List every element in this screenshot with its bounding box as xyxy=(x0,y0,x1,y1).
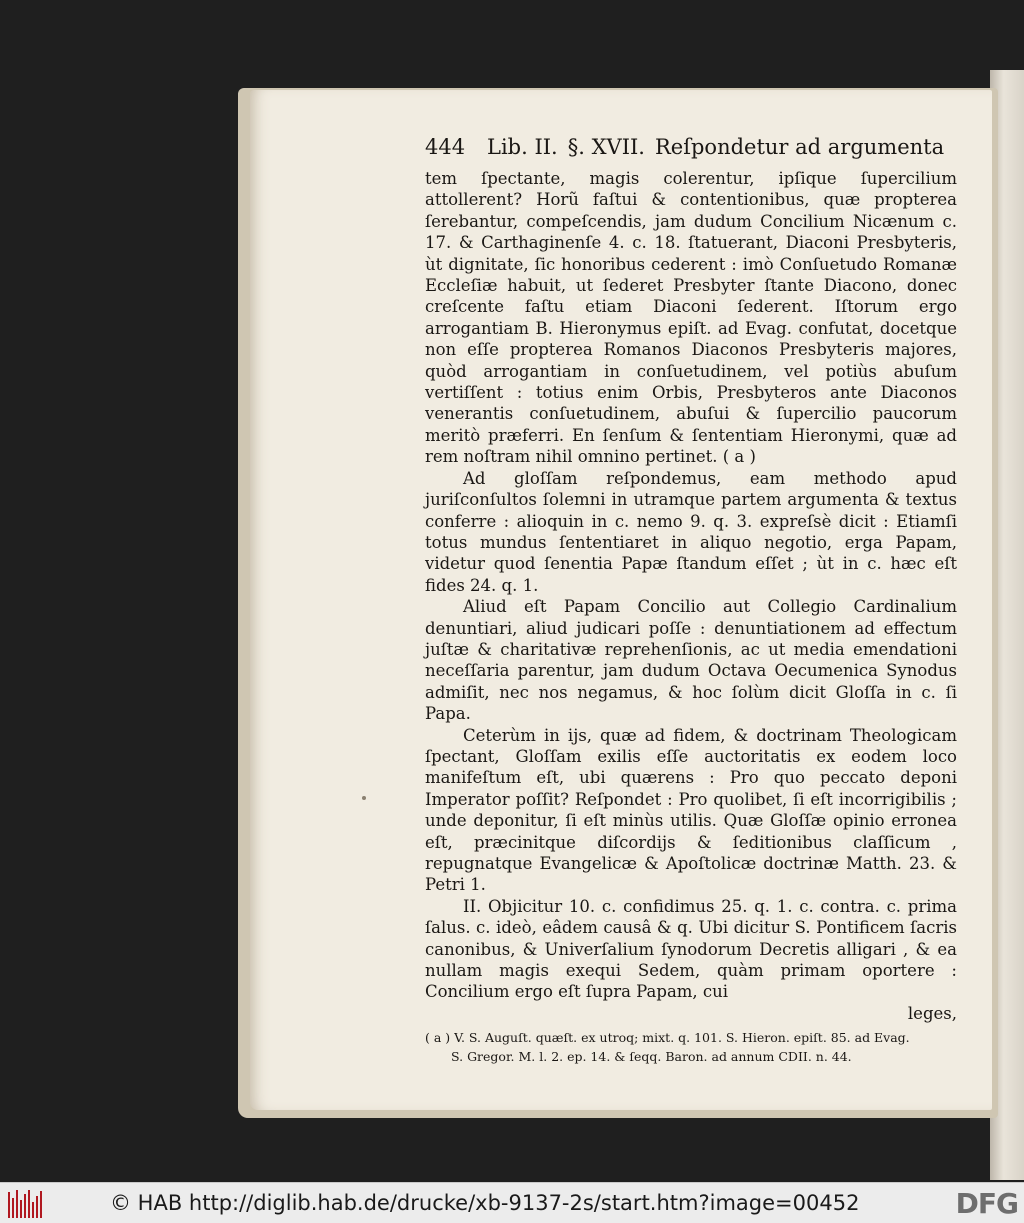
page-content xyxy=(425,132,957,1066)
catchword: leges, xyxy=(907,1003,957,1023)
dfg-logo[interactable]: DFG xyxy=(955,1187,1018,1220)
section-label: §. XVII. xyxy=(567,135,645,159)
running-header xyxy=(425,132,957,162)
credit-link[interactable]: © HAB http://diglib.hab.de/drucke/xb-9137-2s/start.htm?image=00452 xyxy=(110,1191,860,1215)
paragraph-5: II. Objicitur 10. c. confidimus 25. q. 1. c. contra. c. prima ſalus. c. ideò, eâdem causâ & q. Ubi dicitur S. Pontificem ſacris canonibus, & Univerſalium ſynodorum Decretis alligari , & ea nullam magis exequi Sedem, quàm primam oportere : Concilium ergo eſt ſupra Papam, cui xyxy=(425,896,957,1002)
book-label: Lib. II. xyxy=(487,135,558,159)
paragraph-3: Aliud eſt Papam Concilio aut Collegio Cardinalium denuntiari, aliud judicari poſſe : denuntiationem ad effectum juſtæ & charitativæ reprehenſionis, ac ut media emendationi neceſſaria parentur, jam dudum Octava Oecumenica Synodus admiſit, nec nos negamus, & hoc ſolùm dicit Gloſſa in c. ſi Papa. xyxy=(425,597,957,724)
hab-barcode-logo-icon[interactable] xyxy=(8,1188,46,1218)
paragraph-2: Ad gloſſam reſpondemus, eam methodo apud juriſconſultos ſolemni in utramque partem argumenta & textus conferre : alioquin in c. nemo 9. q. 3. expreſsè dicit : Etiamſi totus mundus ſententiaret in aliquo negotio, erga Papam, videtur quod ſenentia Papæ ſtandum eſſet ; ùt in c. hæc eſt fides 24. q. 1. xyxy=(425,468,957,595)
paragraph-4: Ceterùm in ijs, quæ ad fidem, & doctrinam Theologicam ſpectant, Gloſſam exilis eſſe auctoritatis ex eodem loco manifeſtum eſt, ubi quærens : Pro quo peccato deponi Imperator poſſit? Reſpondet : Pro quolibet, ſi eſt incorrigibilis ; unde deponitur, ſi eſt minùs utilis. Quæ Gloſſæ opinio erronea eſt, præcinitque diſcordijs & ſeditionibus claſſicum , repugnatque Evangelicæ & Apoſtolicæ doctrinæ Matth. 23. & Petri 1. xyxy=(425,725,957,895)
book-page xyxy=(250,90,992,1110)
running-title: Reſpondetur ad argumenta xyxy=(654,135,945,159)
page-number: 444 xyxy=(425,135,466,159)
body-text xyxy=(425,168,957,1024)
footnote-line-1: ( a ) V. S. Auguſt. quæſt. ex utroq; mixt. q. 101. S. Hieron. epiſt. 85. ad Evag. xyxy=(425,1030,910,1046)
paper-spot xyxy=(362,796,366,800)
footer-bar xyxy=(0,1182,1024,1223)
paragraph-1: tem ſpectante, magis colerentur, ipſique ſupercilium attollerent? Horũ faſtui & contentionibus, quæ propterea ſerebantur, compeſcendis, jam dudum Concilium Nicænum c. 17. & Carthaginenſe 4. c. 18. ſtatuerant, Diaconi Presbyteris, ùt dignitate, ſic honoribus cederent : imò Conſuetudo Romanæ Eccleſiæ habuit, ut ſederet Presbyter ſtante Diacono, donec creſcente faſtu etiam Diaconi ſederent. Iſtorum ergo arrogantiam B. Hieronymus epiſt. ad Evag. confutat, docetque non eſſe propterea Romanos Diaconos Presbyteris majores, quòd arrogantiam in conſuetudinem, vel potiùs abuſum vertiſſent : totius enim Orbis, Presbyteros ante Diaconos venerantis conſuetudinem, abuſui & ſupercilio paucorum meritò præferri. En ſenſum & ſententiam Hieronymi, quæ ad rem noſtram nihil omnino pertinet. ( a ) xyxy=(425,169,957,467)
footnotes xyxy=(425,1028,957,1066)
footnote-line-2: S. Gregor. M. l. 2. ep. 14. & ſeqq. Baron. ad annum CDII. n. 44. xyxy=(451,1049,852,1065)
